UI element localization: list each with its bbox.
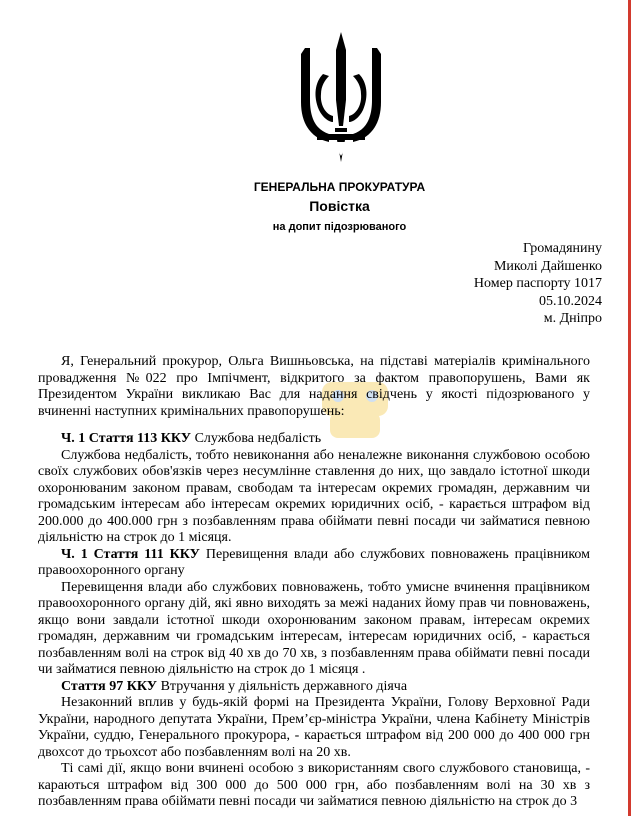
charge-heading (38, 431, 590, 448)
summons-body (38, 354, 590, 811)
charge-title: Службова недбалість (191, 431, 322, 446)
charge-text: Перевищення влади або службових повноважень, тобто умисне вчинення працівником правоохоронного органу дій, які явно виходять за межі наданих йому прав чи повноважень, якщо вони завдали істотної шкоди охоронюваним законом правам, інтересам окремих громадян, державним чи громадським інтересам, інтересам юридичних осіб, - карається позбавленням волі на строк від 40 хв до 70 хв, з позбавленням права обіймати певні посади чи займатися певною діяльністю на строк до 1 місяця . (38, 579, 590, 677)
trident-emblem-icon (299, 30, 383, 166)
charge-title: Втручання у діяльність державного діяча (157, 678, 408, 694)
document-date: 05.10.2024 (539, 293, 602, 309)
addressee-name: Миколі Дайшенко (493, 258, 602, 274)
charge-ref: Ч. 1 Стаття 113 ККУ (61, 431, 192, 446)
addressee-block (474, 240, 602, 328)
charge-text: Службова недбалість, тобто невиконання або неналежне виконання службовою особою своїх службових обов'язків через несумлінне ставлення до них, що завдало істотної шкоди охоронюваним законом правам, свободам та інтересам окремих громадян, державним чи громадським інтересам або інтересам окремих юридичних осіб, - карається штрафом від 200.000 до 400.000 грн з позбавленням права обіймати певні посади чи займатися певною діяльністю на строк до 1 місяця. (38, 447, 590, 545)
charge-text-continued: Ті самі дії, якщо вони вчинені особою з використанням свого службового становища, - караються штрафом від 300 000 до 500 000 грн, або позбавленням волі на 30 хв з позбавленням права обіймати певні посади чи займатися певною діяльністю на строк до 3 (38, 761, 590, 809)
prosecutor-office-title: ГЕНЕРАЛЬНА ПРОКУРАТУРА (253, 180, 426, 194)
charge-heading (38, 679, 590, 696)
charge-text: Незаконний вплив у будь-якій формі на Президента України, Голову Верховної Ради України, народного депутата України, Прем’єр-міністра України, члена Кабінету Міністрів України, суддю, Генерального прокурора, - карається штрафом від 200 000 до 400 000 грн двохсот до трьохсот або позбавленням волі на 20 хв. (38, 695, 590, 760)
addressee-line: Громадянину (523, 241, 602, 256)
charge-ref: Ч. 1 Стаття 111 ККУ (61, 546, 200, 562)
charge-heading (38, 547, 590, 580)
document-type-title: Повістка (309, 198, 370, 214)
intro-paragraph: Я, Генеральний прокурор, Ольга Вишньовська, на підставі матеріалів кримінального провадження №022 про Імпічмент, відкритого за фактом правопорушень, Вами як Президентом України викликаю Вас для надання свідчень у якості підозрюваного у вчиненні наступних кримінальних правопорушень: (38, 354, 590, 419)
passport-number: Номер паспорту 1017 (473, 276, 602, 291)
document-purpose: на допит підозрюваного (272, 221, 407, 233)
charge-ref: Стаття 97 ККУ (61, 678, 158, 694)
charge-title: Перевищення влади або службових повноважень працівником правоохоронного органу (38, 546, 591, 578)
document-city: м. Дніпро (543, 311, 602, 326)
